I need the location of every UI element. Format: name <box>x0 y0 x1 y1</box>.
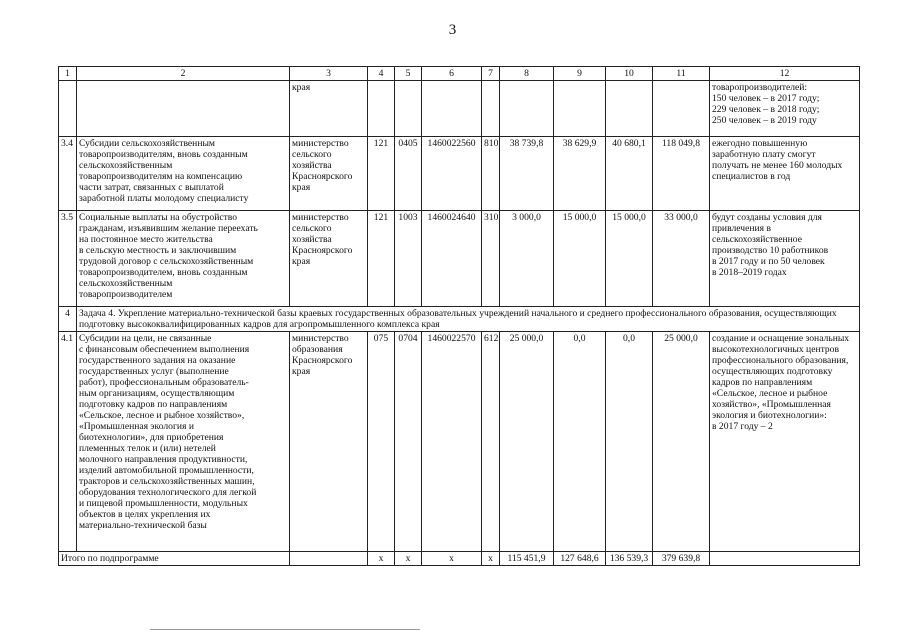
col-header: 6 <box>422 67 482 81</box>
code-cell: 1460022570 <box>422 332 482 552</box>
amount-cell: 0,0 <box>554 332 606 552</box>
measure-name: Субсидии сельскохозяйственным товаропроизводителям, вновь созданным сельскохозяйственным товаропроизводителям на компенсацию части затрат, связанных с выплатой заработной платы молодому специалисту <box>77 137 290 211</box>
page-divider <box>150 629 420 630</box>
grbs-cell: министерство сельского хозяйства Красноярского края <box>290 211 368 307</box>
amount-cell: 15 000,0 <box>606 211 653 307</box>
code-cell: 1003 <box>395 211 422 307</box>
row-number: 4.1 <box>59 332 77 552</box>
subprogram-table <box>58 66 860 566</box>
table-row <box>59 137 860 211</box>
col-header: 12 <box>710 67 860 81</box>
total-amount: 127 648,6 <box>554 552 606 566</box>
amount-cell: 25 000,0 <box>500 332 554 552</box>
code-cell: 1460022560 <box>422 137 482 211</box>
cell <box>290 552 368 566</box>
col-header: 3 <box>290 67 368 81</box>
amount-cell: 3 000,0 <box>500 211 554 307</box>
amount-cell: 33 000,0 <box>653 211 710 307</box>
measure-name: Субсидии на цели, не связанные с финансовым обеспечением выполнения государственного задания на оказание государственных услуг (выполнение работ), профессиональным образователь- ным организациям, осуществляющим подготовку кадров по направлениям «Сельское, лесное и рыбное хозяйство», «Промышленная экология и биотехнологии», для приобретения племенных телок и (или) нетелей молочного направления продуктивности, изделий автомобильной промышленности, тракторов и сельскохозяйственных машин, оборудования технологического для легкой и пищевой промышленности, модульных объектов в целях укрепления их материально-технической базы <box>77 332 290 552</box>
table-row <box>59 211 860 307</box>
code-cell: 121 <box>368 211 395 307</box>
total-cell: х <box>368 552 395 566</box>
col-header: 1 <box>59 67 77 81</box>
total-row <box>59 552 860 566</box>
code-cell: 121 <box>368 137 395 211</box>
measure-name: Социальные выплаты на обустройство гражданам, изъявившим желание переехать на постоянное место жительства в сельскую местность и заключившим трудовой договор с сельскохозяйственным товаропроизводителем, вновь созданным сельскохозяйственным товаропроизводителем <box>77 211 290 307</box>
amount-cell: 38 739,8 <box>500 137 554 211</box>
total-amount: 379 639,8 <box>653 552 710 566</box>
cell <box>482 81 500 137</box>
code-cell: 1460024640 <box>422 211 482 307</box>
amount-cell: 118 049,8 <box>653 137 710 211</box>
grbs-cell: края <box>290 81 368 137</box>
code-cell: 075 <box>368 332 395 552</box>
col-header: 7 <box>482 67 500 81</box>
grbs-cell: министерство сельского хозяйства Красноярского края <box>290 137 368 211</box>
page-number: 3 <box>448 22 457 38</box>
code-cell: 810 <box>482 137 500 211</box>
col-header: 4 <box>368 67 395 81</box>
col-header: 2 <box>77 67 290 81</box>
cell <box>710 552 860 566</box>
total-cell: х <box>482 552 500 566</box>
cell <box>422 81 482 137</box>
result-cell: создание и оснащение зональных высокотехнологичных центров профессионального образования, осуществляющих подготовку кадров по направлениям «Сельское, лесное и рыбное хозяйство», «Промышленная экология и биотехнологии»: в 2017 году – 2 <box>710 332 860 552</box>
total-cell: х <box>395 552 422 566</box>
task-number: 4 <box>59 307 77 332</box>
cell <box>395 81 422 137</box>
col-header: 9 <box>554 67 606 81</box>
amount-cell: 15 000,0 <box>554 211 606 307</box>
col-header: 11 <box>653 67 710 81</box>
code-cell: 0405 <box>395 137 422 211</box>
result-cell: будут созданы условия для привлечения в сельскохозяйственное производство 10 работников в 2017 году и по 50 человек в 2018–2019 годах <box>710 211 860 307</box>
amount-cell: 40 680,1 <box>606 137 653 211</box>
cell <box>606 81 653 137</box>
task-row <box>59 307 860 332</box>
code-cell: 310 <box>482 211 500 307</box>
code-cell: 0704 <box>395 332 422 552</box>
cell <box>653 81 710 137</box>
amount-cell: 38 629,9 <box>554 137 606 211</box>
result-cell: ежегодно повышенную заработную плату смогут получать не менее 160 молодых специалистов в год <box>710 137 860 211</box>
cell <box>554 81 606 137</box>
col-header: 8 <box>500 67 554 81</box>
continuation-row <box>59 81 860 137</box>
total-amount: 136 539,3 <box>606 552 653 566</box>
col-header: 10 <box>606 67 653 81</box>
total-cell: х <box>422 552 482 566</box>
result-cell: товаропроизводителей: 150 человек – в 2017 году; 229 человек – в 2018 году; 250 человек – в 2019 году <box>710 81 860 137</box>
cell <box>368 81 395 137</box>
task-title: Задача 4. Укрепление материально-технической базы краевых государственных образовательных учреждений начального и среднего профессионального образования, осуществляющих подготовку высококвалифицированных кадров для агропромышленного комплекса края <box>77 307 860 332</box>
amount-cell: 0,0 <box>606 332 653 552</box>
code-cell: 612 <box>482 332 500 552</box>
cell <box>59 81 77 137</box>
total-amount: 115 451,9 <box>500 552 554 566</box>
row-number: 3.4 <box>59 137 77 211</box>
cell <box>77 81 290 137</box>
col-header: 5 <box>395 67 422 81</box>
total-label: Итого по подпрограмме <box>59 552 290 566</box>
table-row <box>59 332 860 552</box>
cell <box>500 81 554 137</box>
header-row <box>59 67 860 81</box>
grbs-cell: министерство образования Красноярского края <box>290 332 368 552</box>
amount-cell: 25 000,0 <box>653 332 710 552</box>
row-number: 3.5 <box>59 211 77 307</box>
